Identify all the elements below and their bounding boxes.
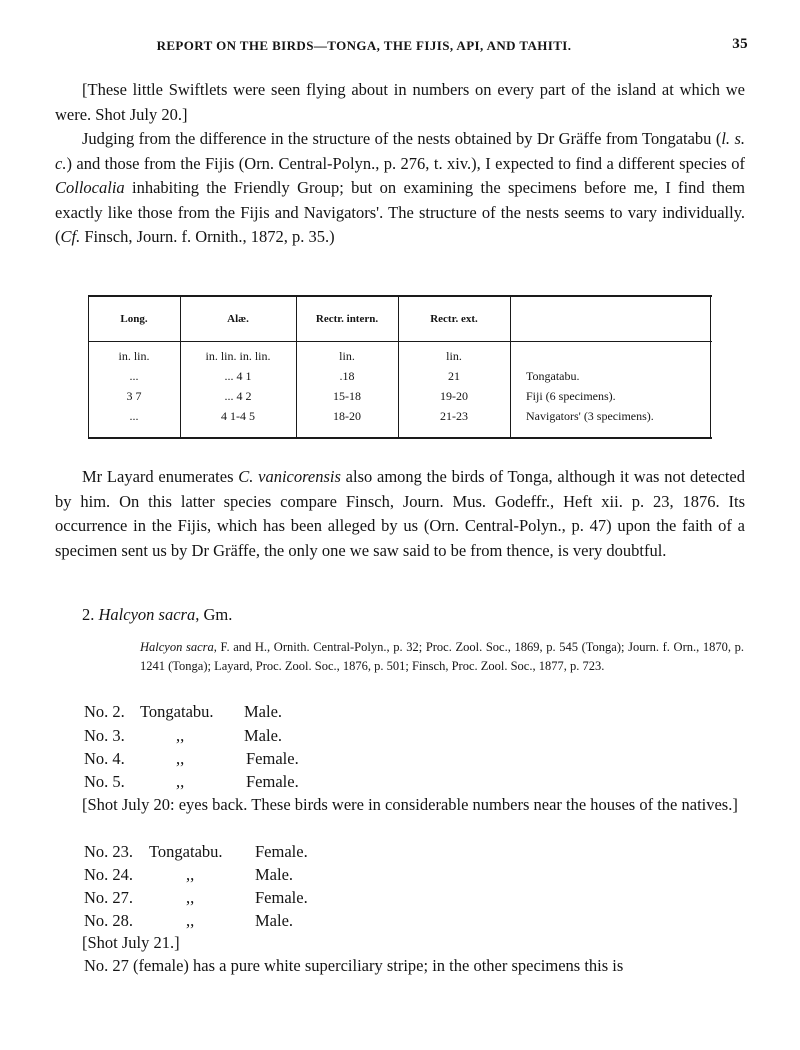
specimen-locality: ,, (186, 911, 195, 930)
specimen-locality: ,, (186, 865, 195, 884)
text-run: inhabiting the Friendly Group; but on examining the specimens before me, I find them exactly like those from the Fijis and Navigators'. The structure of the nests seems to vary individually. ( (55, 178, 745, 247)
text-run: Judging from the difference in the structure of the nests obtained by Dr Gräffe from Tongatabu ( (82, 129, 722, 148)
final-line: No. 27 (female) has a pure white superciliary stripe; in the other specimens this is (84, 956, 624, 975)
italic-run: Collocalia (55, 178, 125, 198)
unit-intern: lin. (339, 349, 355, 363)
text-run: Finsch, Journ. f. Ornith., 1872, p. 35.) (80, 227, 335, 247)
table-cell: ... 4 1 (224, 369, 252, 383)
table-cell: 21-23 (440, 409, 468, 423)
specimen-locality: Tongatabu. (140, 702, 214, 721)
specimen-locality: ,, (186, 888, 195, 907)
specimen-sex: Male. (255, 911, 294, 930)
specimen-number: No. 28. (84, 911, 134, 930)
specimen-number: No. 5. (84, 772, 125, 791)
col-header-rectr-intern: Rectr. intern. (315, 313, 379, 325)
text-run: ) and those from the Fijis (Orn. Central-Polyn., p. 276, t. xiv.), I expected to find a different species of (66, 153, 745, 173)
table-border-right (710, 297, 711, 437)
table-cell: 15-18 (333, 389, 361, 403)
citation-name: Halcyon sacra (140, 640, 214, 654)
table-cell: 19-20 (440, 389, 468, 403)
specimen-sex: Male. (244, 726, 283, 745)
unit-alae: in. lin. in. lin. (205, 349, 271, 363)
italic-run: l. s. c. (55, 129, 745, 173)
italic-run: Cf. (60, 227, 81, 247)
col-header-alae: Alæ. (227, 313, 249, 325)
specimen-locality: ,, (176, 726, 185, 745)
running-head (60, 38, 748, 58)
specimen-sex: Female. (255, 842, 308, 861)
table-cell-locality: Fiji (6 specimens). (526, 389, 616, 403)
paragraph-vanicorensis (55, 465, 745, 563)
shot-note (55, 793, 745, 818)
citation-text: , F. and H., Ornith. Central-Polyn., p. 32; Proc. Zool. Soc., 1869, p. 545 (Tonga); Journ. f. Orn., 1870, p. 1241 (Tonga); Layard, Proc. Zool. Soc., 1876, p. 501; Finsch, Proc. Zool. Soc., 1877, p. 723. (140, 640, 745, 673)
specimen-number: No. 4. (84, 749, 125, 768)
specimen-number: No. 27. (84, 888, 134, 907)
specimen-sex: Male. (244, 702, 283, 721)
unit-long: in. lin. (118, 349, 150, 363)
paragraph-text: [These little Swiftlets were seen flying about in numbers on every part of the island at which we were. Shot July 20.] (55, 80, 745, 124)
table-cell: ... (129, 369, 139, 383)
table-cell: 21 (448, 369, 460, 383)
specimen-locality: ,, (176, 749, 185, 768)
page-number: 35 (732, 36, 748, 52)
table-cell: 18-20 (333, 409, 361, 423)
species-number: 2. (82, 605, 95, 624)
synonymy-citation (140, 638, 744, 675)
specimen-number: No. 2. (84, 702, 125, 721)
text-run: Mr Layard enumerates (82, 467, 239, 486)
table-cell: 3 7 (126, 389, 142, 403)
table-cell-locality: Navigators' (3 specimens). (526, 409, 654, 423)
unit-ext: lin. (446, 349, 462, 363)
table-cell: ... (129, 409, 139, 423)
specimen-locality: ,, (176, 772, 185, 791)
shot-note-text: [Shot July 20: eyes back. These birds were in considerable numbers near the houses of the natives.] (82, 795, 738, 814)
table-cell: .18 (339, 369, 355, 383)
table-cell: 4 1-4 5 (221, 409, 255, 423)
specimen-sex: Male. (255, 865, 294, 884)
measurements-table (88, 295, 712, 439)
col-header-long: Long. (120, 313, 148, 325)
italic-run: C. vanicorensis (238, 467, 341, 486)
paragraph-nest-structure (55, 127, 745, 250)
running-head-title: REPORT ON THE BIRDS—TONGA, THE FIJIS, API, AND TAHITI. (156, 38, 572, 53)
specimen-sex: Female. (255, 888, 308, 907)
specimen-sex: Female. (246, 772, 299, 791)
table-divider (510, 297, 511, 437)
specimen-row (84, 702, 125, 722)
table-cell-locality: Tongatabu. (526, 369, 580, 383)
specimen-number: No. 24. (84, 865, 134, 884)
paragraph-swiftlets-note (55, 78, 745, 127)
col-header-rectr-ext: Rectr. ext. (430, 313, 478, 325)
specimen-sex: Female. (246, 749, 299, 768)
species-heading (82, 605, 232, 625)
table-header-rule (88, 341, 712, 342)
text-run: also among the birds of Tonga, although it was not detected by him. On this latter species compare Finsch, Journ. Mus. Godeffr., Heft xii. p. 23, 1876. Its occurrence in the Fijis, which has been alleged by us (Orn. Central-Polyn., p. 47) upon the faith of a specimen sent us by Dr Gräffe, the only one we saw said to be from thence, is very doubtful. (55, 467, 745, 560)
table-cell: ... 4 2 (224, 389, 252, 403)
shot-note-2: [Shot July 21.] (82, 933, 180, 952)
specimen-number: No. 23. (84, 842, 134, 861)
specimen-number: No. 3. (84, 726, 125, 745)
specimen-locality: Tongatabu. (149, 842, 223, 861)
species-name: Halcyon sacra (98, 605, 196, 624)
species-author: , Gm. (195, 605, 233, 624)
